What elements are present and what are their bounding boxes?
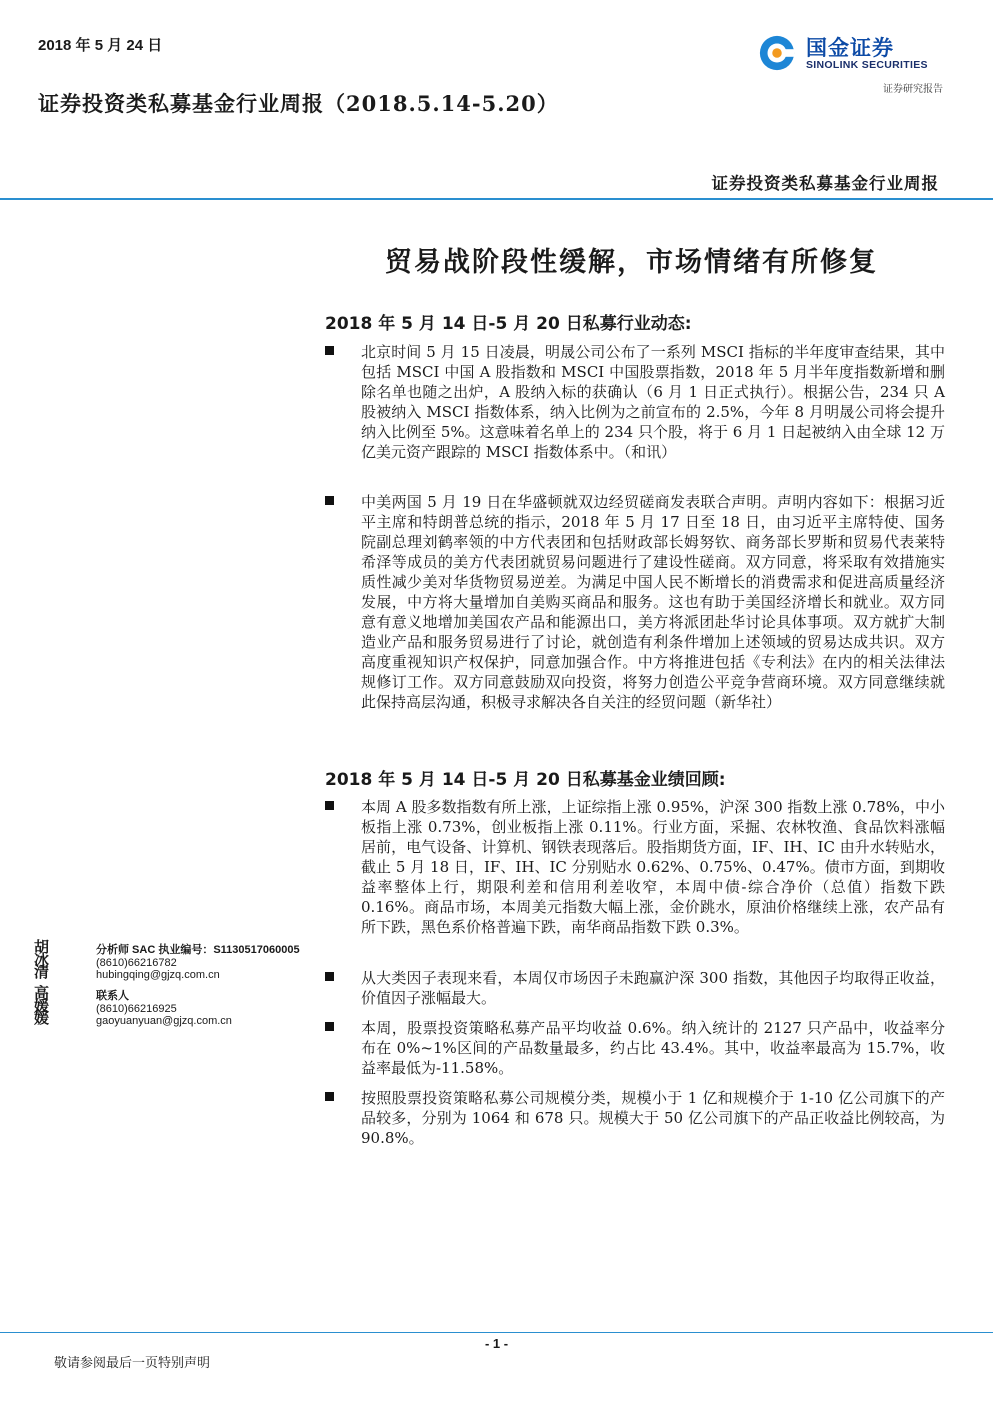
report-date: 2018 年 5 月 24 日: [38, 37, 163, 54]
author-email: gaoyuanyuan@gjzq.com.cn: [96, 1015, 232, 1027]
list-item: [325, 968, 945, 1008]
logo-chinese-name: 国金证券: [806, 36, 894, 60]
report-series-title: 证券投资类私募基金行业周报（2018.5.14-5.20）: [38, 91, 559, 116]
page-number: - 1 -: [484, 1336, 509, 1351]
header-divider: [0, 198, 993, 200]
section-heading-industry-news: 2018 年 5 月 14 日-5 月 20 日私募行业动态:: [325, 314, 692, 334]
list-item: [325, 797, 945, 937]
report-headline: 贸易战阶段性缓解，市场情绪有所修复: [385, 247, 878, 278]
list-item-text: 按照股票投资策略私募公司规模分类，规模小于 1 亿和规模介于 1-10 亿公司旗下的产品较多，分别为 1064 和 678 只。规模大于 50 亿公司旗下的产品正收益比例较高，为 90.8%。: [361, 1089, 945, 1147]
author-name: 高媛媛: [34, 984, 51, 1027]
author-name: 胡冰清: [34, 938, 51, 981]
author-role: 联系人: [96, 990, 129, 1002]
list-item: [325, 1018, 945, 1078]
bullet-square-icon: [325, 1022, 334, 1031]
bullet-square-icon: [325, 346, 334, 355]
list-item: [325, 1088, 945, 1148]
logo-english-name: SINOLINK SECURITIES: [806, 59, 928, 71]
list-item: [325, 342, 945, 462]
list-item-text: 本周 A 股多数指数有所上涨，上证综指上涨 0.95%，沪深 300 指数上涨 0.78%，中小板指上涨 0.73%，创业板指上涨 0.11%。行业方面，采掘、农林牧渔、食品饮料涨幅居前，电气设备、计算机、钢铁表现落后。股指期货方面，IF、IH、IC 由升水转贴水，截止 5 月 18 日，IF、IH、IC 分别贴水 0.62%、0.75%、0.47%。债市方面，到期收益率整体上行，期限利差和信用利差收窄，本周中债-综合净价（总值）指数下跌 0.16%。商品市场，本周美元指数大幅上涨，金价跳水，原油价格继续上涨，农产品有所下跌，黑色系价格普遍下跌，南华商品指数下跌 0.3%。: [361, 798, 945, 936]
bullet-square-icon: [325, 972, 334, 981]
logo-mark-icon: [758, 34, 796, 72]
bullet-square-icon: [325, 496, 334, 505]
list-item-text: 本周，股票投资策略私募产品平均收益 0.6%。纳入统计的 2127 只产品中，收益率分布在 0%~1%区间的产品数量最多，约占比 43.4%。其中，收益率最高为 15.7%，收益率最低为-11.58%。: [361, 1019, 945, 1077]
list-item-text: 从大类因子表现来看，本周仅市场因子未跑赢沪深 300 指数，其他因子均取得正收益，价值因子涨幅最大。: [361, 969, 945, 1007]
author-email: hubingqing@gjzq.com.cn: [96, 969, 220, 981]
list-item: [325, 492, 945, 712]
company-logo: [758, 32, 946, 76]
bullet-square-icon: [325, 1092, 334, 1101]
author-role: 分析师 SAC 执业编号：S1130517060005: [96, 944, 300, 956]
footer-divider: [0, 1332, 993, 1333]
report-type-label: 证券研究报告: [883, 84, 943, 95]
author-phone: (8610)66216925: [96, 1002, 177, 1015]
bullet-square-icon: [325, 801, 334, 810]
list-item-text: 北京时间 5 月 15 日凌晨，明晟公司公布了一系列 MSCI 指标的半年度审查结果，其中包括 MSCI 中国 A 股指数和 MSCI 中国股票指数，2018 年 5 月半年度指数新增和删除名单也随之出炉，A 股纳入标的获确认（6 月 1 日正式执行）。根据公告，234 只 A 股被纳入 MSCI 指数体系，纳入比例为之前宣布的 2.5%，今年 8 月明晟公司将会提升纳入比例至 5%。这意味着名单上的 234 只个股，将于 6 月 1 日起被纳入由全球 12 万亿美元资产跟踪的 MSCI 指数体系中。（和讯）: [361, 343, 945, 461]
section-heading-performance-review: 2018 年 5 月 14 日-5 月 20 日私募基金业绩回顾:: [325, 770, 726, 790]
footer-disclaimer: 敬请参阅最后一页特别声明: [54, 1356, 211, 1371]
author-phone: (8610)66216782: [96, 956, 177, 969]
running-title: 证券投资类私募基金行业周报: [711, 174, 939, 193]
list-item-text: 中美两国 5 月 19 日在华盛顿就双边经贸磋商发表联合声明。声明内容如下：根据习近平主席和特朗普总统的指示，2018 年 5 月 17 日至 18 日，由习近平主席特使、国务院副总理刘鹤率领的中方代表团和包括财政部长姆努钦、商务部长罗斯和贸易代表莱特希泽等成员的美方代表团就贸易问题进行了建设性磋商。双方同意，将采取有效措施实质性减少美对华货物贸易逆差。为满足中国人民不断增长的消费需求和促进高质量经济发展，中方将大量增加自美购买商品和服务。这也有助于美国经济增长和就业。双方同意有意义地增加美国农产品和能源出口，美方将派团赴华讨论具体事项。双方就扩大制造业产品和服务贸易进行了讨论，就创造有利条件增加上述领域的贸易达成共识。双方高度重视知识产权保护，同意加强合作。中方将推进包括《专利法》在内的相关法律法规修订工作。双方同意鼓励双向投资，将努力创造公平竞争营商环境。双方同意继续就此保持高层沟通，积极寻求解决各自关注的经贸问题（新华社）: [361, 493, 945, 711]
